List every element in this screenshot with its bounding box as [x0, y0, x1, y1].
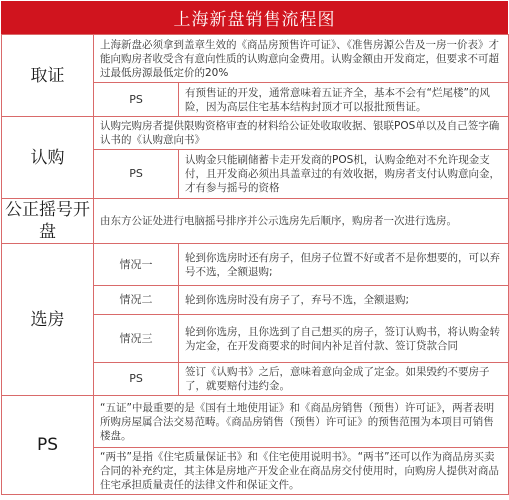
case1-text: 轮到你选房时还有房子，但房子位置不好或者不是你想要的，可以弃号不选，全额退购;	[179, 244, 509, 286]
category-quzheng: 取证	[2, 35, 94, 117]
rengou-ps-text: 认购金只能刷储蓄卡走开发商的POS机，认购金绝对不允许现金支付，且开发商必须出具盖章过的有效收据，购房者支付认购意向金，才有参与摇号的资格	[179, 150, 509, 199]
case2-label: 情况二	[94, 286, 179, 315]
process-table	[1, 34, 509, 495]
category-xuanfang: 选房	[2, 244, 94, 396]
xuanfang-ps-text: 签订《认购书》之后，意味着意向金成了定金。如果毁约不要房子了，就要赔付违约金。	[179, 363, 509, 396]
rengou-main-text: 认购完购房者提供限购资格审查的材料给公证处收取收据、银联POS单以及自己签字确认书的《认购意向书》	[94, 117, 509, 150]
quzheng-ps-text: 有预售证的开发，通常意味着五证齐全，基本不会有“烂尾楼”的风险，因为高层住宅基本结构封顶才可以报批预售证。	[179, 83, 509, 117]
final-note1-text: “五证”中最重要的是《国有土地使用证》和《商品房销售（预售）许可证》，两者表明所购房屋属合法交易范畴。《商品房销售（预售）许可证》的预售范围为本项目可销售楼盘。	[94, 396, 509, 448]
case2-text: 轮到你选房时没有房子了，弃号不选，全额退购;	[179, 286, 509, 315]
category-yaohao: 公正摇号开盘	[2, 199, 94, 244]
yaohao-text: 由东方公证处进行电脑摇号排序并公示选房先后顺序，购房者一次进行选房。	[94, 199, 509, 244]
row-xuanfang-case1	[2, 244, 509, 286]
category-ps: PS	[2, 396, 94, 495]
row-quzheng-main	[2, 35, 509, 83]
row-yaohao	[2, 199, 509, 244]
page-title: 上海新盘销售流程图	[1, 1, 508, 34]
quzheng-ps-label: PS	[94, 83, 179, 117]
rengou-ps-label: PS	[94, 150, 179, 199]
xuanfang-ps-label: PS	[94, 363, 179, 396]
row-rengou-main	[2, 117, 509, 150]
case3-text: 轮到你选房，且你选到了自己想买的房子，签订认购书，将认购金转为定金，在开发商要求的时间内补足首付款、签订贷款合同	[179, 315, 509, 363]
quzheng-main-text: 上海新盘必须拿到盖章生效的《商品房预售许可证》、《准售房源公告及一房一价表》才能向购房者收受含有意向性质的认购意向金费用。认购金额由开发商定，但要求不可超过最低房源最低定价的20%	[94, 35, 509, 83]
case1-label: 情况一	[94, 244, 179, 286]
row-final-note1	[2, 396, 509, 448]
category-rengou: 认购	[2, 117, 94, 199]
case3-label: 情况三	[94, 315, 179, 363]
final-note2-text: “两书”是指《住宅质量保证书》和《住宅使用说明书》。“两书”还可以作为商品房买卖合同的补充约定，其主体是房地产开发企业在商品房交付使用时，向购房人提供对商品住宅承担质量责任的法律文件和保证文件。	[94, 448, 509, 495]
